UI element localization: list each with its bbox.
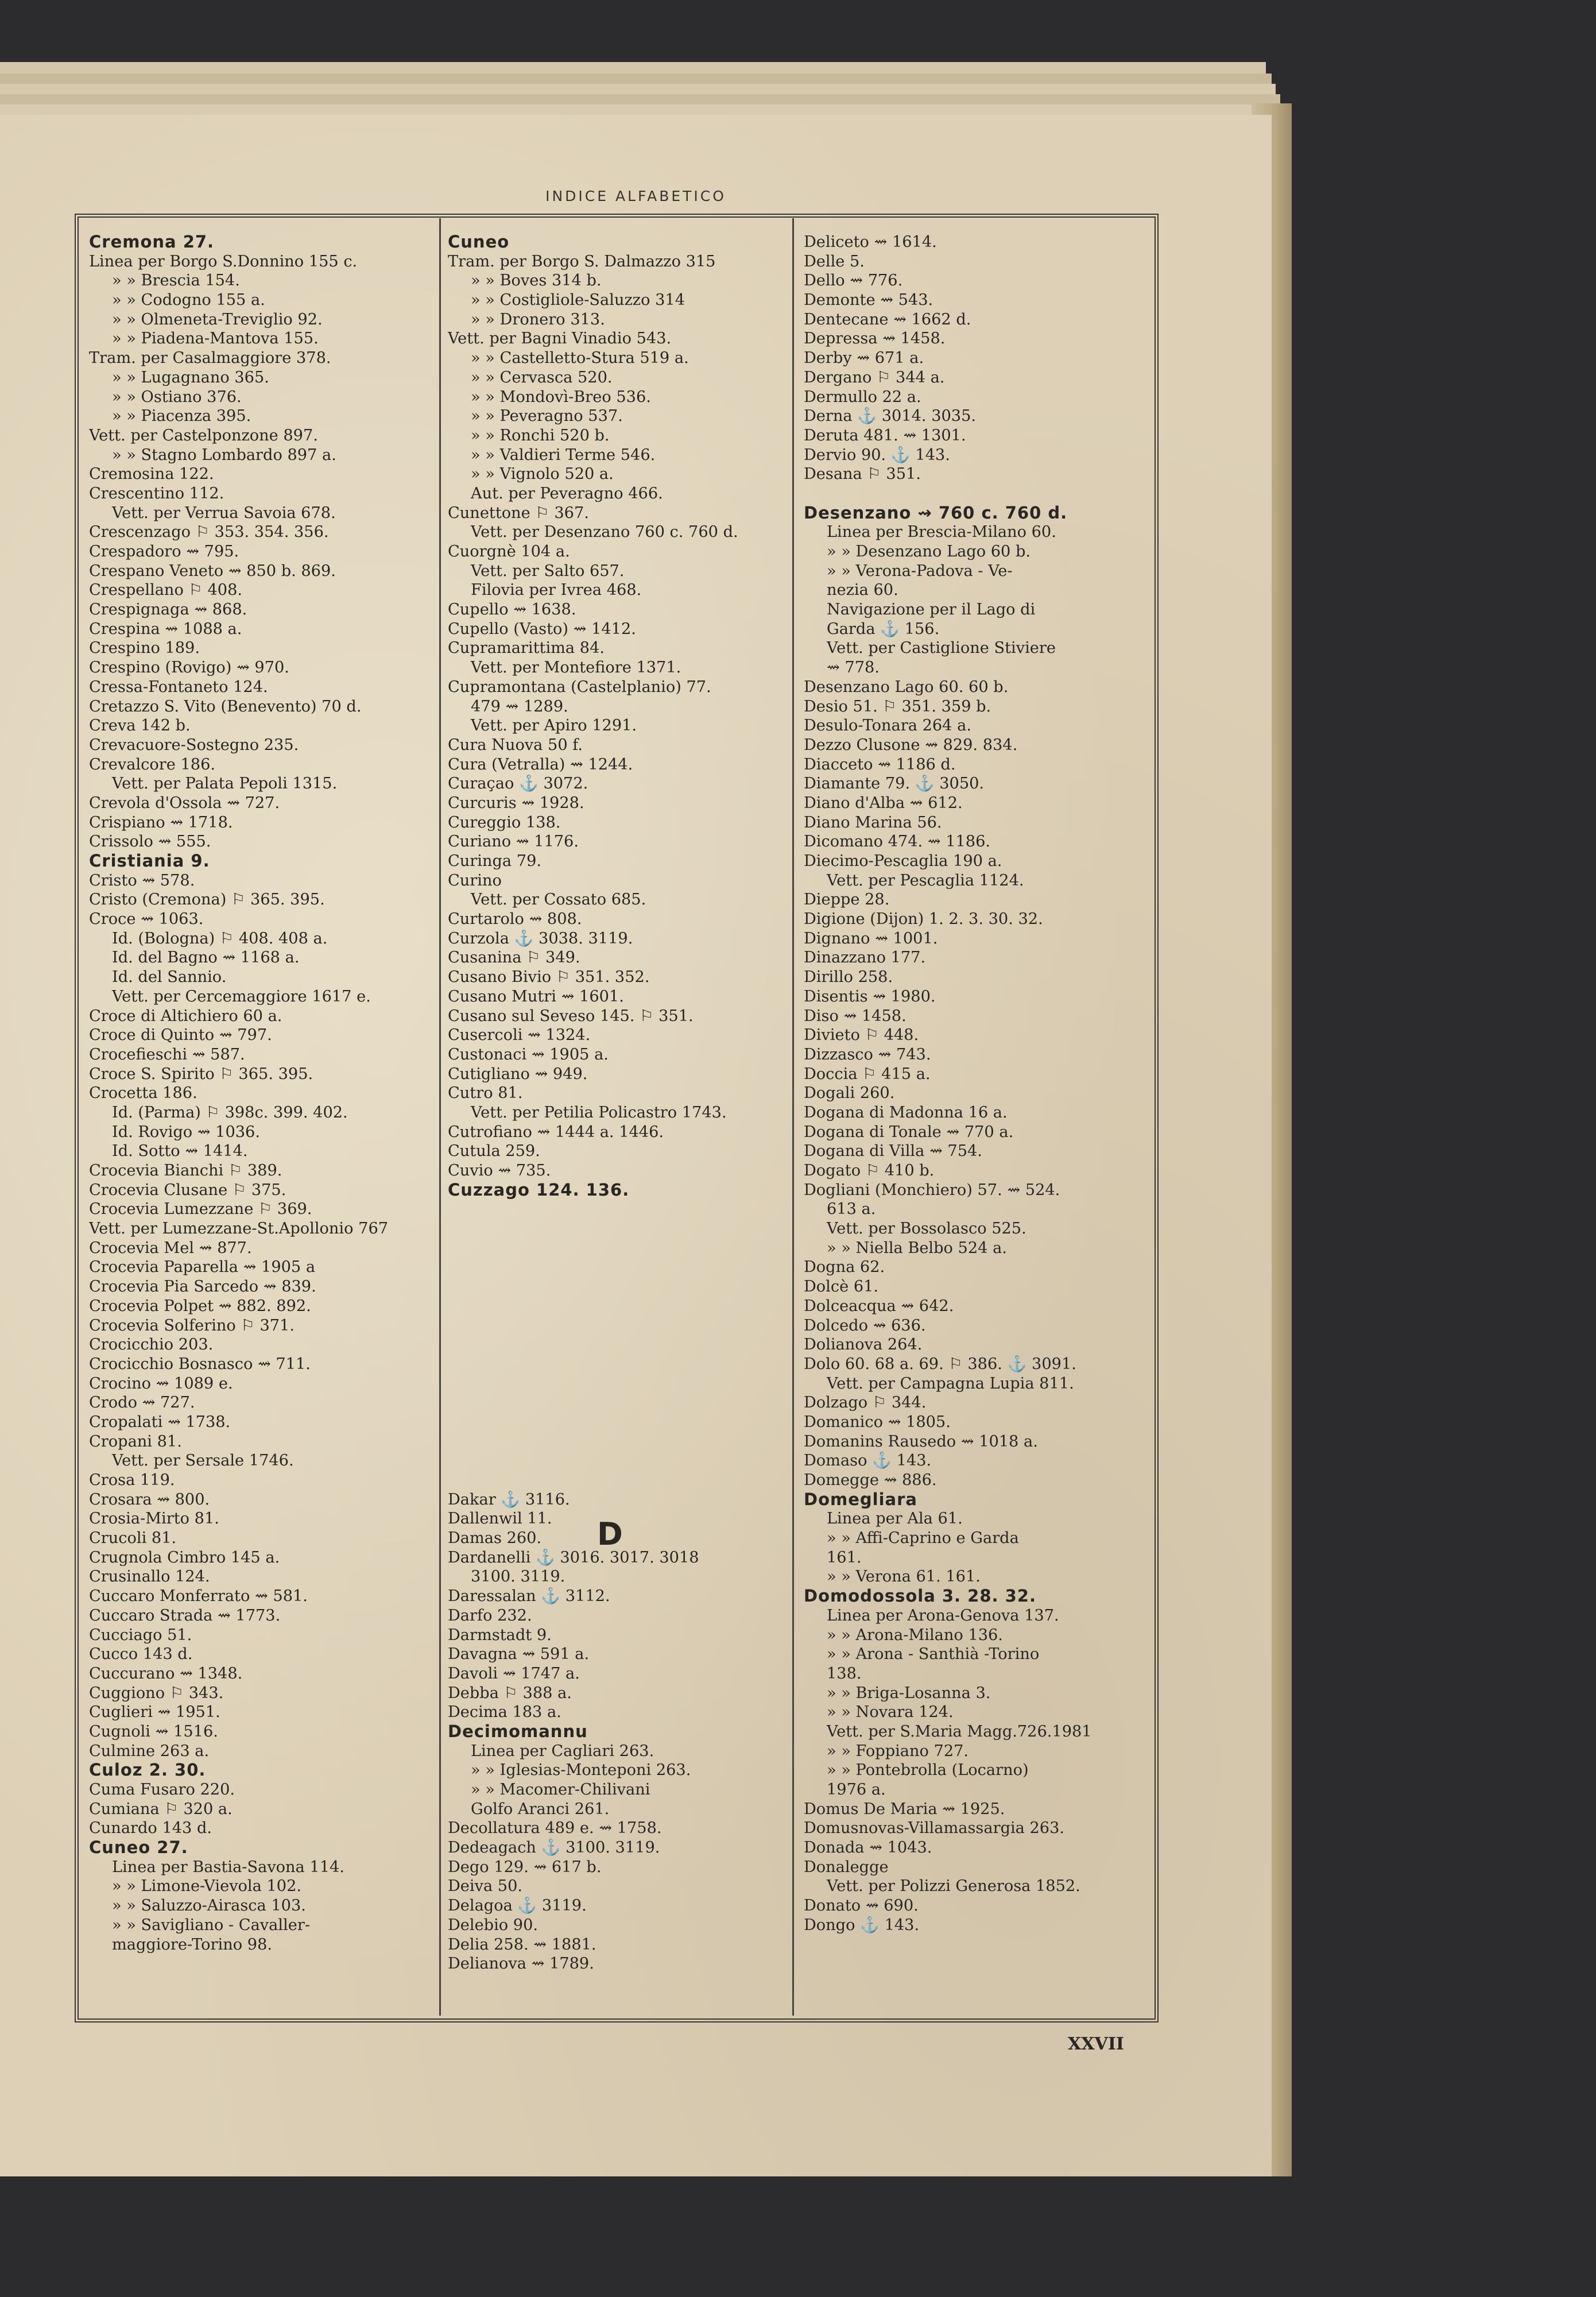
blank-line xyxy=(448,1277,775,1297)
index-entry: » » Affi-Caprino e Garda xyxy=(827,1529,1019,1548)
index-entry: Crevalcore 186. xyxy=(89,755,216,774)
index-entry: Dezzo Clusone ⇝ 829. 834. xyxy=(804,736,1018,754)
index-entry: Derna ⚓ 3014. 3035. xyxy=(804,407,977,426)
index-entry: Diano Marina 56. xyxy=(804,813,942,832)
section-letter: D xyxy=(597,1516,623,1552)
index-entry: » » Codogno 155 a. xyxy=(112,291,265,310)
index-entry: Domanico ⇝ 1805. xyxy=(804,1413,951,1431)
index-entry: Davagna ⇝ 591 a. xyxy=(448,1645,590,1664)
index-entry: » » Niella Belbo 524 a. xyxy=(827,1239,1007,1257)
index-entry: Dolcedo ⇝ 636. xyxy=(804,1316,926,1335)
index-entry: Domaso ⚓ 143. xyxy=(804,1452,932,1470)
index-entry: Diano d'Alba ⇝ 612. xyxy=(804,794,963,812)
index-entry: Cristo (Cremona) ⚐ 365. 395. xyxy=(89,891,325,909)
index-entry: 3100. 3119. xyxy=(471,1568,565,1586)
index-entry: Debba ⚐ 388 a. xyxy=(448,1684,572,1702)
index-entry: Derby ⇝ 671 a. xyxy=(804,349,924,368)
index-entry: » » Macomer-Chilivani xyxy=(471,1781,650,1799)
index-entry: Cupramarittima 84. xyxy=(448,639,605,658)
index-entry: » » Savigliano - Cavaller- xyxy=(112,1916,311,1934)
index-entry: Crosara ⇝ 800. xyxy=(89,1490,210,1509)
index-entry: Crugnola Cimbro 145 a. xyxy=(89,1548,280,1567)
index-entry: nezia 60. xyxy=(827,581,898,600)
index-entry: Domusnovas-Villamassargia 263. xyxy=(804,1819,1065,1838)
index-entry: Id. Sotto ⇝ 1414. xyxy=(112,1142,248,1161)
index-entry: Filovia per Ivrea 468. xyxy=(471,581,642,600)
index-entry: Decima 183 a. xyxy=(448,1703,561,1722)
index-entry: Linea per Cagliari 263. xyxy=(471,1742,654,1760)
blank-line xyxy=(448,1316,775,1336)
index-entry: Donada ⇝ 1043. xyxy=(804,1839,932,1857)
index-entry: Curino xyxy=(448,871,502,890)
index-entry: Donalegge xyxy=(804,1858,889,1876)
index-entry: Dego 129. ⇝ 617 b. xyxy=(448,1858,602,1876)
index-entry: ⇝ 778. xyxy=(827,659,880,677)
index-entry: Crocevia Pia Sarcedo ⇝ 839. xyxy=(89,1278,316,1296)
index-entry: Cuglieri ⇝ 1951. xyxy=(89,1703,220,1722)
index-entry: Cupello ⇝ 1638. xyxy=(448,601,576,619)
index-entry: Crescenzago ⚐ 353. 354. 356. xyxy=(89,523,329,542)
index-entry: Aut. per Peveragno 466. xyxy=(471,484,663,502)
index-entry: Vett. per Campagna Lupia 811. xyxy=(827,1374,1074,1393)
index-entry: Depressa ⇝ 1458. xyxy=(804,330,946,348)
index-entry: Vett. per S.Maria Magg.726.1981 xyxy=(827,1722,1092,1741)
index-entry: Deliceto ⇝ 1614. xyxy=(804,233,937,251)
index-entry: Cusano sul Seveso 145. ⚐ 351. xyxy=(448,1007,694,1025)
index-entry: Cusanina ⚐ 349. xyxy=(448,949,580,967)
index-entry: » » Olmeneta-Treviglio 92. xyxy=(112,310,323,328)
index-entry: » » Piadena-Mantova 155. xyxy=(112,330,319,348)
index-entry: Crespignaga ⇝ 868. xyxy=(89,601,247,619)
blank-line xyxy=(448,1355,775,1374)
index-entry: Cumiana ⚐ 320 a. xyxy=(89,1800,233,1818)
index-entry: Demonte ⇝ 543. xyxy=(804,291,933,310)
index-entry: Golfo Aranci 261. xyxy=(471,1800,610,1818)
index-entry: Crocicchio 203. xyxy=(89,1336,214,1354)
blank-line xyxy=(448,1413,775,1432)
index-entry: » » Verona-Padova - Ve- xyxy=(827,562,1013,580)
index-entry: Dolceacqua ⇝ 642. xyxy=(804,1297,954,1315)
index-entry: Deruta 481. ⇝ 1301. xyxy=(804,426,966,444)
index-entry: » » Novara 124. xyxy=(827,1703,954,1722)
index-entry: Id. (Bologna) ⚐ 408. 408 a. xyxy=(112,929,328,948)
index-entry: Cuggiono ⚐ 343. xyxy=(89,1684,224,1702)
index-entry: Dermullo 22 a. xyxy=(804,388,921,406)
index-column-2 xyxy=(448,233,775,2007)
index-entry: Vett. per Palata Pepoli 1315. xyxy=(112,775,338,793)
index-entry: » » Ostiano 376. xyxy=(112,388,242,406)
index-entry: Crescentino 112. xyxy=(89,484,224,502)
column-divider xyxy=(792,218,794,2016)
index-entry: Croce S. Spirito ⚐ 365. 395. xyxy=(89,1065,313,1083)
page-number: XXVII xyxy=(1068,2034,1124,2054)
index-entry: Cura (Vetralla) ⇝ 1244. xyxy=(448,755,633,774)
index-entry: 613 a. xyxy=(827,1200,876,1219)
index-entry: Dakar ⚓ 3116. xyxy=(448,1490,570,1509)
index-entry: » » Mondovì-Breo 536. xyxy=(471,388,651,406)
index-entry: Dongo ⚓ 143. xyxy=(804,1916,920,1934)
index-entry: Cuccurano ⇝ 1348. xyxy=(89,1664,243,1683)
index-entry: Vett. per Castiglione Stiviere xyxy=(827,639,1056,658)
index-entry: Dolo 60. 68 a. 69. ⚐ 386. ⚓ 3091. xyxy=(804,1355,1076,1373)
index-entry: Damas 260. xyxy=(448,1529,542,1548)
index-entry: Dogali 260. xyxy=(804,1084,895,1103)
index-entry: Dignano ⇝ 1001. xyxy=(804,929,938,948)
index-entry: Darfo 232. xyxy=(448,1606,532,1625)
index-entry: 138. xyxy=(827,1664,862,1683)
index-entry: Dieppe 28. xyxy=(804,891,890,909)
index-entry: Crocevia Lumezzane ⚐ 369. xyxy=(89,1200,312,1219)
index-entry: Curcuris ⇝ 1928. xyxy=(448,794,584,812)
index-entry: Cunettone ⚐ 367. xyxy=(448,504,589,522)
index-entry: Navigazione per il Lago di xyxy=(827,601,1036,619)
index-entry: Cupello (Vasto) ⇝ 1412. xyxy=(448,620,636,638)
index-entry: Vett. per Petilia Policastro 1743. xyxy=(471,1103,727,1122)
index-entry: Crocetta 186. xyxy=(89,1084,197,1103)
index-entry: Curiano ⇝ 1176. xyxy=(448,833,579,851)
index-entry: Delle 5. xyxy=(804,252,865,270)
index-entry: Cretazzo S. Vito (Benevento) 70 d. xyxy=(89,697,362,716)
index-entry: » » Limone-Vievola 102. xyxy=(112,1877,302,1896)
index-entry: » » Saluzzo-Airasca 103. xyxy=(112,1897,306,1915)
index-entry: Vett. per Lumezzane-St.Apollonio 767 xyxy=(89,1220,389,1238)
blank-line xyxy=(448,1393,775,1413)
index-entry: Desenzano Lago 60. 60 b. xyxy=(804,678,1009,696)
index-entry: Delagoa ⚓ 3119. xyxy=(448,1897,587,1915)
index-entry: Crocevia Solferino ⚐ 371. xyxy=(89,1316,295,1335)
index-entry: Disentis ⇝ 1980. xyxy=(804,987,936,1006)
index-entry: Darmstadt 9. xyxy=(448,1626,552,1644)
index-entry: Donato ⇝ 690. xyxy=(804,1897,919,1915)
index-entry: Garda ⚓ 156. xyxy=(827,620,940,638)
index-entry: Curzola ⚓ 3038. 3119. xyxy=(448,929,633,948)
index-entry: Vett. per Bossolasco 525. xyxy=(827,1220,1026,1238)
index-entry: Delianova ⇝ 1789. xyxy=(448,1955,594,1973)
index-entry: Crispiano ⇝ 1718. xyxy=(89,813,233,832)
index-entry: Cuvio ⇝ 735. xyxy=(448,1162,551,1180)
index-entry: Davoli ⇝ 1747 a. xyxy=(448,1664,580,1683)
index-entry: Desio 51. ⚐ 351. 359 b. xyxy=(804,697,991,716)
index-entry: Dolianova 264. xyxy=(804,1336,923,1354)
index-entry: Vett. per Montefiore 1371. xyxy=(471,659,681,677)
index-entry: Dardanelli ⚓ 3016. 3017. 3018 xyxy=(448,1548,699,1567)
index-entry: Vett. per Salto 657. xyxy=(471,562,625,580)
index-entry: Custonaci ⇝ 1905 a. xyxy=(448,1045,609,1064)
index-entry: Crocicchio Bosnasco ⇝ 711. xyxy=(89,1355,311,1373)
index-entry: Croce di Quinto ⇝ 797. xyxy=(89,1026,272,1045)
index-entry: Vett. per Bagni Vinadio 543. xyxy=(448,330,672,348)
index-entry: Crocevia Paparella ⇝ 1905 a xyxy=(89,1258,316,1277)
index-entry: Crucoli 81. xyxy=(89,1529,177,1548)
blank-line xyxy=(448,1258,775,1277)
index-heading: Desenzano ⇝ 760 c. 760 d. xyxy=(804,502,1068,523)
index-entry: Dervio 90. ⚓ 143. xyxy=(804,446,950,464)
index-entry: Dicomano 474. ⇝ 1186. xyxy=(804,833,991,851)
index-entry: Cura Nuova 50 f. xyxy=(448,736,583,754)
index-entry: Crocevia Clusane ⚐ 375. xyxy=(89,1181,286,1199)
blank-line xyxy=(448,1335,775,1355)
index-entry: Vett. per Castelponzone 897. xyxy=(89,426,318,444)
index-entry: Cutula 259. xyxy=(448,1142,540,1161)
index-entry: Diamante 79. ⚓ 3050. xyxy=(804,775,985,793)
index-heading: Cuneo 27. xyxy=(89,1838,188,1858)
index-entry: Domus De Maria ⇝ 1925. xyxy=(804,1800,1005,1818)
index-entry: » » Piacenza 395. xyxy=(112,407,251,426)
index-entry: Crosia-Mirto 81. xyxy=(89,1510,219,1528)
index-entry: Crespino (Rovigo) ⇝ 970. xyxy=(89,659,289,677)
index-entry: » » Boves 314 b. xyxy=(471,272,602,290)
index-column-3 xyxy=(804,233,1131,2007)
index-entry: » » Castelletto-Stura 519 a. xyxy=(471,349,689,368)
index-entry: Crocevia Polpet ⇝ 882. 892. xyxy=(89,1297,311,1315)
index-entry: » » Arona - Santhià -Torino xyxy=(827,1645,1040,1664)
index-entry: Dogliani (Monchiero) 57. ⇝ 524. xyxy=(804,1181,1060,1199)
index-entry: Curtarolo ⇝ 808. xyxy=(448,910,582,929)
index-entry: Dallenwil 11. xyxy=(448,1510,552,1528)
index-entry: Dergano ⚐ 344 a. xyxy=(804,368,945,386)
index-entry: Croce ⇝ 1063. xyxy=(89,910,204,929)
index-entry: » » Valdieri Terme 546. xyxy=(471,446,656,464)
index-entry: Crespadoro ⇝ 795. xyxy=(89,543,239,560)
index-entry: Cremosina 122. xyxy=(89,465,214,484)
index-heading: Domegliara xyxy=(804,1489,917,1509)
index-entry: » » Desenzano Lago 60 b. xyxy=(827,543,1031,560)
index-heading: Decimomannu xyxy=(448,1721,588,1741)
index-entry: Domanins Rausedo ⇝ 1018 a. xyxy=(804,1432,1038,1451)
index-entry: Crissolo ⇝ 555. xyxy=(89,833,211,851)
index-entry: Crevola d'Ossola ⇝ 727. xyxy=(89,794,280,812)
index-entry: Digione (Dijon) 1. 2. 3. 30. 32. xyxy=(804,910,1043,929)
blank-line xyxy=(448,1200,775,1219)
index-entry: Id. del Sannio. xyxy=(112,968,227,987)
index-entry: Delebio 90. xyxy=(448,1916,539,1934)
index-entry: Curinga 79. xyxy=(448,852,542,870)
index-entry: Crocevia Mel ⇝ 877. xyxy=(89,1239,252,1257)
index-entry: Cutigliano ⇝ 949. xyxy=(448,1065,588,1083)
book-page xyxy=(0,115,1272,2176)
index-heading: Cristiania 9. xyxy=(89,851,210,871)
index-heading: Cuzzago 124. 136. xyxy=(448,1180,630,1200)
index-entry: Id. Rovigo ⇝ 1036. xyxy=(112,1123,260,1141)
index-entry: Cropalati ⇝ 1738. xyxy=(89,1413,231,1431)
index-entry: Dolcè 61. xyxy=(804,1278,879,1296)
index-entry: Curaçao ⚓ 3072. xyxy=(448,775,588,793)
index-entry: Delia 258. ⇝ 1881. xyxy=(448,1935,596,1954)
index-entry: Dogana di Tonale ⇝ 770 a. xyxy=(804,1123,1014,1141)
index-entry: » » Vignolo 520 a. xyxy=(471,465,614,484)
index-entry: Vett. per Desenzano 760 c. 760 d. xyxy=(471,523,738,542)
index-entry: Creva 142 b. xyxy=(89,717,191,735)
index-entry: Dirillo 258. xyxy=(804,968,893,987)
index-entry: Cureggio 138. xyxy=(448,813,561,832)
index-heading: Cremona 27. xyxy=(89,233,215,252)
index-entry: Crosa 119. xyxy=(89,1471,175,1489)
index-entry: Linea per Brescia-Milano 60. xyxy=(827,523,1056,542)
index-entry: Cusano Mutri ⇝ 1601. xyxy=(448,987,624,1006)
index-entry: Linea per Bastia-Savona 114. xyxy=(112,1858,344,1876)
blank-line xyxy=(448,1471,775,1490)
index-entry: Cropani 81. xyxy=(89,1432,182,1451)
index-entry: Cucco 143 d. xyxy=(89,1645,193,1664)
index-entry: Crusinallo 124. xyxy=(89,1568,210,1586)
index-entry: Cusano Bivio ⚐ 351. 352. xyxy=(448,968,650,987)
index-entry: Cutrofiano ⇝ 1444 a. 1446. xyxy=(448,1123,664,1141)
index-entry: Cugnoli ⇝ 1516. xyxy=(89,1722,218,1741)
index-entry: Crodo ⇝ 727. xyxy=(89,1394,195,1412)
index-entry: Crevacuore-Sostegno 235. xyxy=(89,736,299,754)
index-column-1 xyxy=(89,233,416,2007)
index-entry: Doccia ⚐ 415 a. xyxy=(804,1065,931,1083)
index-entry: Decollatura 489 e. ⇝ 1758. xyxy=(448,1819,662,1838)
index-entry: Cupramontana (Castelplanio) 77. xyxy=(448,678,711,696)
index-entry: Domegge ⇝ 886. xyxy=(804,1471,937,1489)
index-entry: Cristo ⇝ 578. xyxy=(89,871,195,890)
index-entry: Vett. per Verrua Savoia 678. xyxy=(112,504,336,522)
index-entry: » » Dronero 313. xyxy=(471,310,605,328)
blank-line xyxy=(448,1219,775,1239)
index-entry: Vett. per Cossato 685. xyxy=(471,891,646,909)
index-entry: Vett. per Cercemaggiore 1617 e. xyxy=(112,987,371,1006)
index-entry: Linea per Arona-Genova 137. xyxy=(827,1606,1059,1625)
index-entry: » » Verona 61. 161. xyxy=(827,1568,981,1586)
blank-line xyxy=(448,1432,775,1452)
index-entry: » » Brescia 154. xyxy=(112,272,240,290)
index-entry: Cuorgnè 104 a. xyxy=(448,543,570,560)
index-entry: Dogna 62. xyxy=(804,1258,885,1277)
index-entry: Vett. per Polizzi Generosa 1852. xyxy=(827,1877,1080,1896)
index-entry: 161. xyxy=(827,1548,862,1567)
index-entry: Crocevia Bianchi ⚐ 389. xyxy=(89,1162,282,1180)
index-entry: 479 ⇝ 1289. xyxy=(471,697,568,716)
index-entry: Cutro 81. xyxy=(448,1084,523,1103)
index-entry: Croce di Altichiero 60 a. xyxy=(89,1007,282,1025)
index-entry: » » Peveragno 537. xyxy=(471,407,623,426)
index-entry: Vett. per Pescaglia 1124. xyxy=(827,871,1024,890)
index-heading: Culoz 2. 30. xyxy=(89,1760,206,1780)
index-entry: Linea per Borgo S.Donnino 155 c. xyxy=(89,252,358,270)
index-entry: Crespina ⇝ 1088 a. xyxy=(89,620,242,638)
index-entry: » » Arona-Milano 136. xyxy=(827,1626,1003,1644)
index-entry: Dizzasco ⇝ 743. xyxy=(804,1045,931,1064)
index-entry: Dogato ⚐ 410 b. xyxy=(804,1162,935,1180)
index-entry: Diso ⇝ 1458. xyxy=(804,1007,907,1025)
index-entry: Cucciago 51. xyxy=(89,1626,192,1644)
index-entry: Dedeagach ⚓ 3100. 3119. xyxy=(448,1839,660,1857)
index-entry: Id. (Parma) ⚐ 398c. 399. 402. xyxy=(112,1103,348,1122)
index-entry: Daressalan ⚓ 3112. xyxy=(448,1587,610,1606)
blank-line xyxy=(448,1374,775,1394)
index-entry: Desana ⚐ 351. xyxy=(804,465,921,484)
index-entry: Crespino 189. xyxy=(89,639,200,658)
index-entry: Vett. per Sersale 1746. xyxy=(112,1452,294,1470)
index-entry: Dello ⇝ 776. xyxy=(804,272,903,290)
blank-line xyxy=(448,1451,775,1471)
index-entry: Diecimo-Pescaglia 190 a. xyxy=(804,852,1002,870)
index-entry: Tram. per Casalmaggiore 378. xyxy=(89,349,331,368)
index-entry: Crespellano ⚐ 408. xyxy=(89,581,243,600)
index-entry: Dogana di Villa ⇝ 754. xyxy=(804,1142,982,1161)
index-entry: » » Iglesias-Monteponi 263. xyxy=(471,1761,691,1780)
index-heading: Domodossola 3. 28. 32. xyxy=(804,1586,1037,1606)
index-entry: » » Ronchi 520 b. xyxy=(471,426,610,444)
index-entry: Vett. per Apiro 1291. xyxy=(471,717,637,735)
index-entry: Cressa-Fontaneto 124. xyxy=(89,678,268,696)
index-entry: Cuma Fusaro 220. xyxy=(89,1781,235,1799)
index-entry: » » Stagno Lombardo 897 a. xyxy=(112,446,336,464)
blank-line xyxy=(804,484,1131,504)
index-entry: Cuccaro Monferrato ⇝ 581. xyxy=(89,1587,308,1606)
index-entry: Desulo-Tonara 264 a. xyxy=(804,717,971,735)
index-entry: 1976 a. xyxy=(827,1781,886,1799)
index-entry: Dinazzano 177. xyxy=(804,949,926,967)
index-entry: Cuccaro Strada ⇝ 1773. xyxy=(89,1606,281,1625)
index-entry: Deiva 50. xyxy=(448,1877,523,1896)
index-entry: Dogana di Madonna 16 a. xyxy=(804,1103,1008,1122)
index-entry: Dolzago ⚐ 344. xyxy=(804,1394,927,1412)
index-entry: » » Pontebrolla (Locarno) xyxy=(827,1761,1029,1780)
index-entry: Culmine 263 a. xyxy=(89,1742,210,1760)
index-entry: maggiore-Torino 98. xyxy=(112,1935,273,1954)
index-entry: Linea per Ala 61. xyxy=(827,1510,963,1528)
index-entry: » » Cervasca 520. xyxy=(471,368,613,386)
index-heading: Cuneo xyxy=(448,233,510,252)
index-entry: » » Briga-Losanna 3. xyxy=(827,1684,991,1702)
index-entry: Id. del Bagno ⇝ 1168 a. xyxy=(112,949,300,967)
index-entry: Crespano Veneto ⇝ 850 b. 869. xyxy=(89,562,336,580)
index-entry: Diacceto ⇝ 1186 d. xyxy=(804,755,956,774)
running-header: INDICE ALFABETICO xyxy=(545,188,726,204)
index-entry: Tram. per Borgo S. Dalmazzo 315 xyxy=(448,252,716,270)
index-entry: Crocefieschi ⇝ 587. xyxy=(89,1045,245,1064)
index-entry: » » Costigliole-Saluzzo 314 xyxy=(471,291,685,310)
index-entry: Crocino ⇝ 1089 e. xyxy=(89,1374,233,1393)
index-entry: Cunardo 143 d. xyxy=(89,1819,212,1838)
index-entry: Cusercoli ⇝ 1324. xyxy=(448,1026,591,1045)
index-entry: » » Foppiano 727. xyxy=(827,1742,969,1760)
column-divider xyxy=(439,218,441,2016)
index-entry: Divieto ⚐ 448. xyxy=(804,1026,919,1045)
index-entry: Dentecane ⇝ 1662 d. xyxy=(804,310,971,328)
blank-line xyxy=(448,1297,775,1316)
blank-line xyxy=(448,1239,775,1258)
index-entry: » » Lugagnano 365. xyxy=(112,368,269,386)
